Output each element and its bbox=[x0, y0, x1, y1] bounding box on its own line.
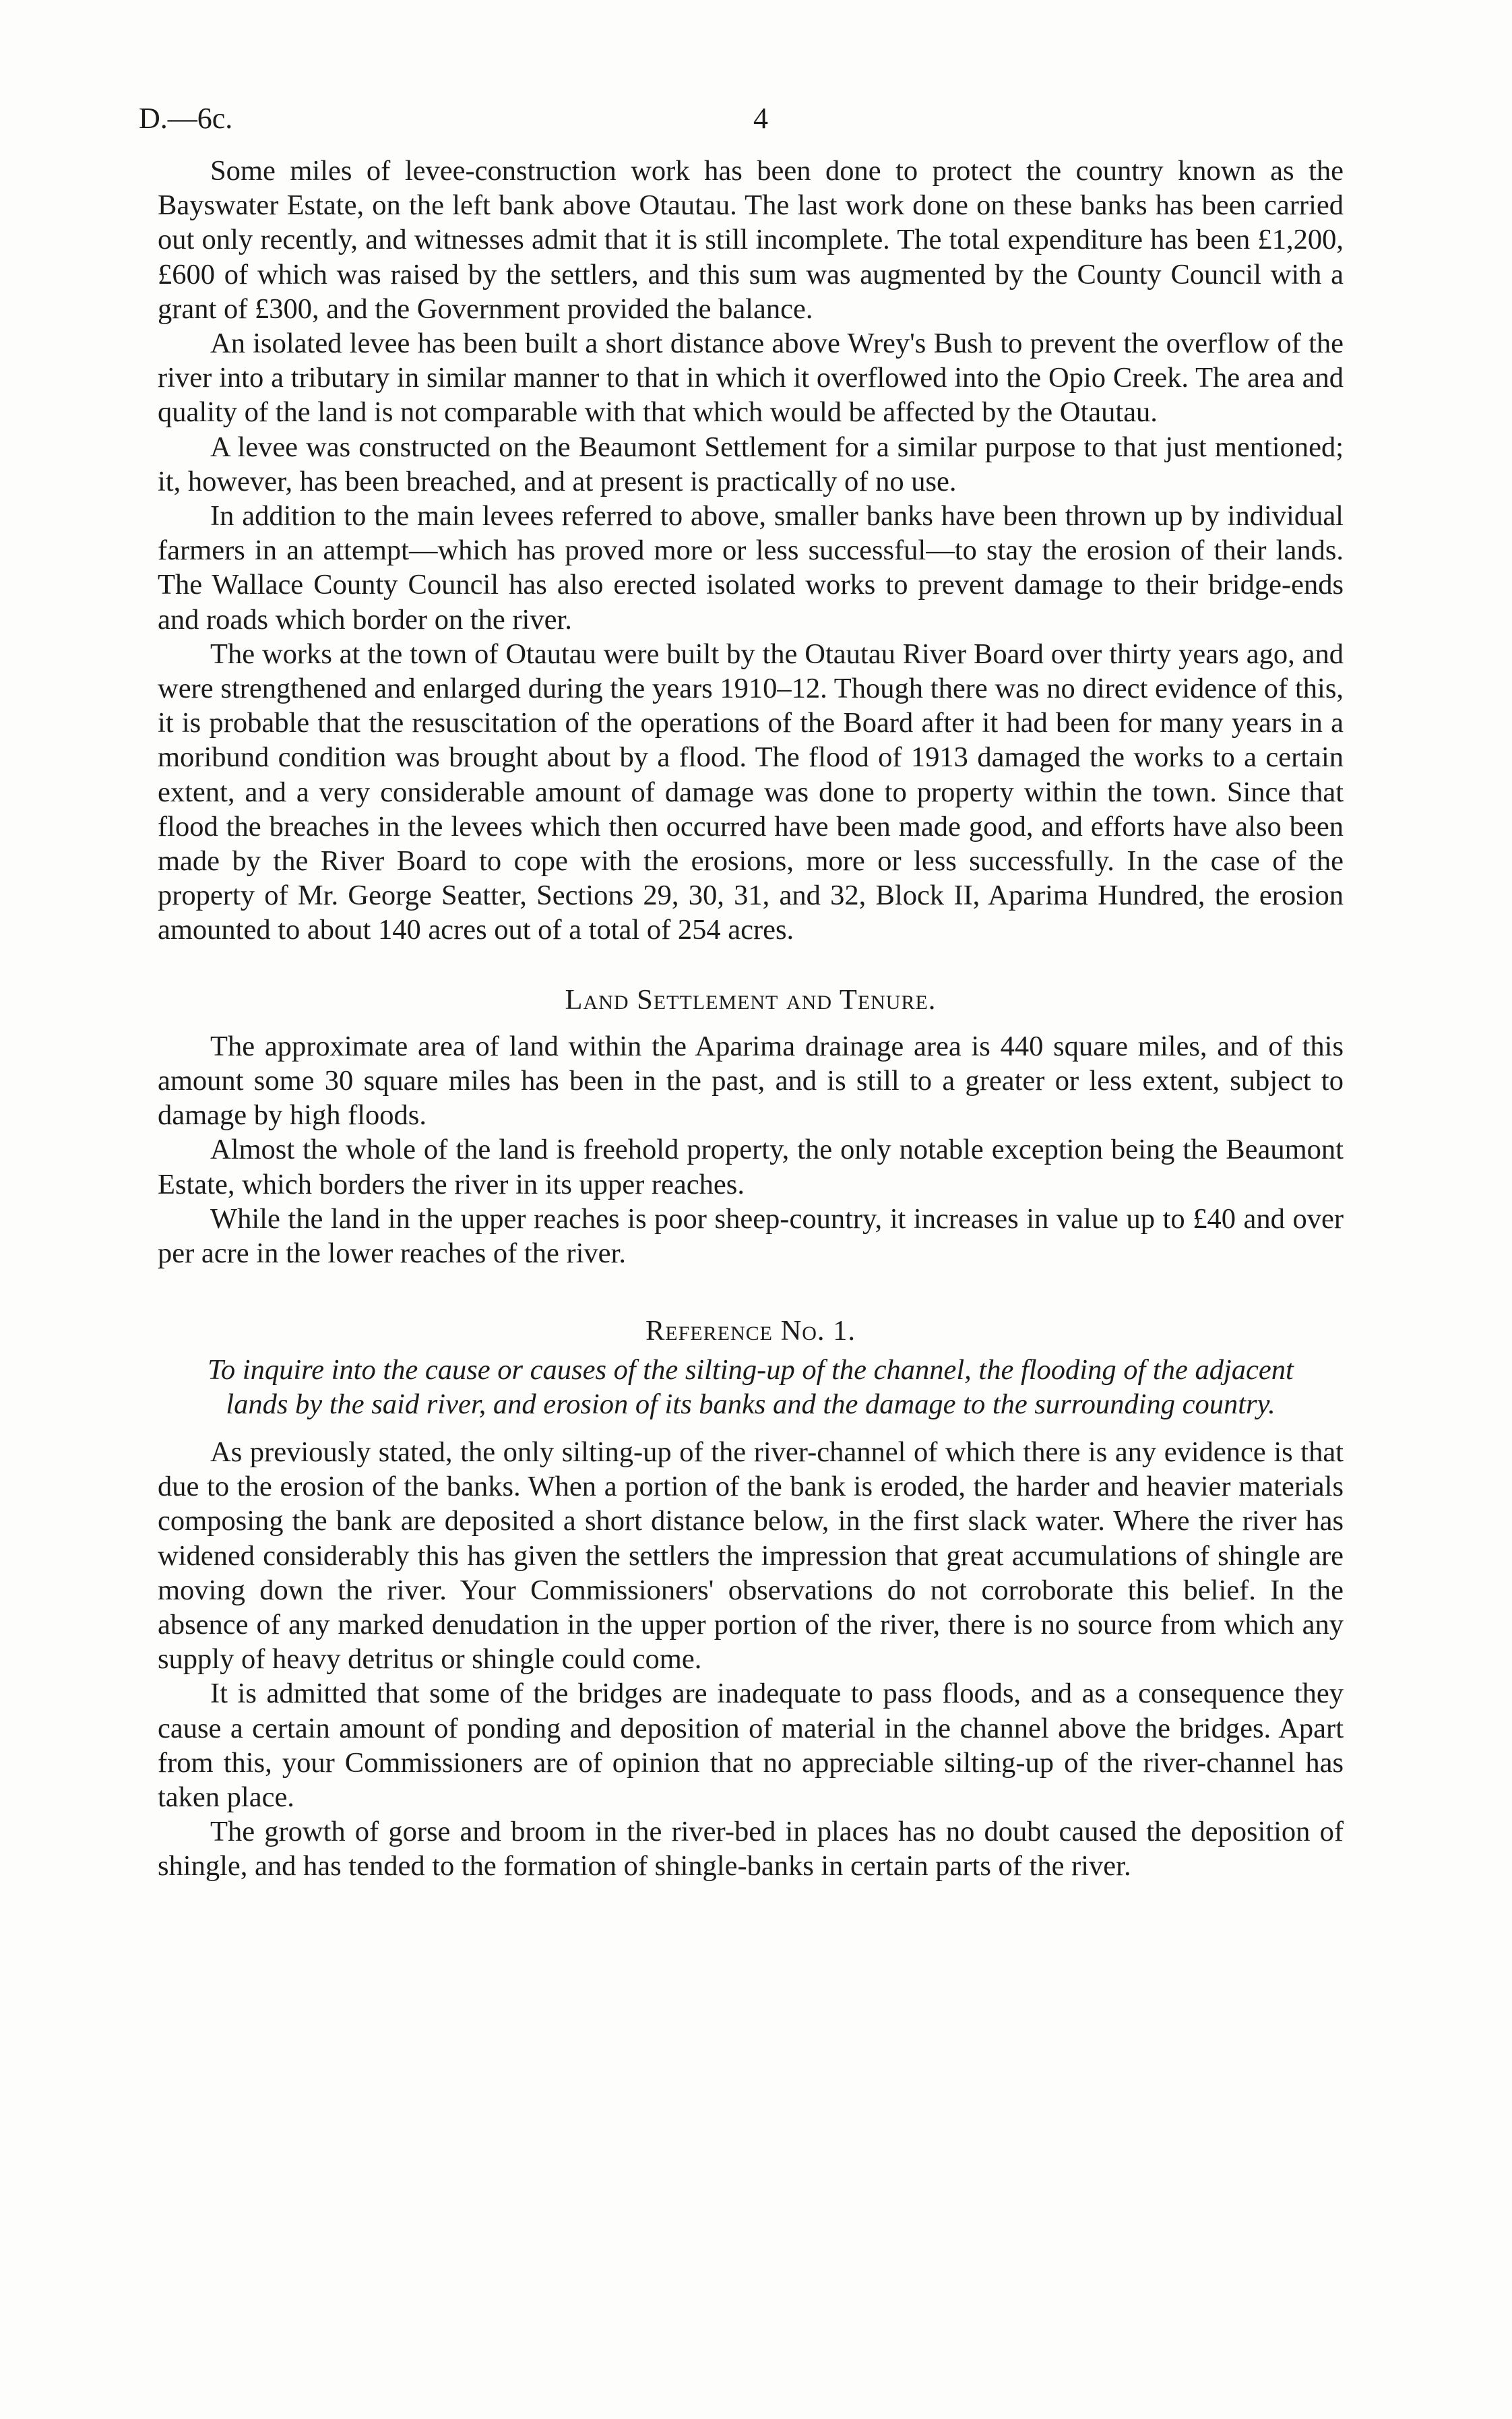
paragraph: An isolated levee has been built a short distance above Wrey's Bush to prevent the overflow of the river into a tributary in similar manner to that in which it overflowed into the Opio Creek. The area and quality of the land is not comparable with that which would be affected by the Otautau. bbox=[158, 328, 1344, 429]
paragraph: It is admitted that some of the bridges are inadequate to pass floods, and as a consequence they cause a certain amount of ponding and deposition of material in the channel above the bridges. Apart from this, your Commissioners are of opinion that no appreciable silting-up of the river-channel has taken place. bbox=[158, 1678, 1344, 1813]
reference-terms: To inquire into the cause or causes of the silting-up of the channel, the flooding of the adjacent lands by the said river, and erosion of its banks and the damage to the surrounding country. bbox=[208, 1353, 1294, 1420]
paragraph: As previously stated, the only silting-up of the river-channel of which there is any evidence is that due to the erosion of the banks. When a portion of the bank is eroded, the harder and heavier materials composing the bank are deposited a short distance below, in the first slack water. Where the river has widened considerably this has given the settlers the impression that great accumulations of shingle are moving down the river. Your Commissioners' observations do not corroborate this belief. In the absence of any marked denudation in the upper portion of the river, there is no source from which any supply of heavy detritus or shingle could come. bbox=[158, 1436, 1344, 1676]
paragraph: Some miles of levee-construction work has been done to protect the country known as the Bayswater Estate, on the left bank above Otautau. The last work done on these banks has been carried out only recently, and witnesses admit that it is still incomplete. The total expenditure has been £1,200, £600 of which was raised by the settlers, and this sum was augmented by the County Council with a grant of £300, and the Government provided the balance. bbox=[158, 155, 1344, 325]
document-reference: D.—6c. bbox=[139, 102, 233, 135]
page-number: 4 bbox=[753, 102, 768, 135]
section-heading-land-settlement: Land Settlement and Tenure. bbox=[565, 983, 937, 1016]
paragraph: While the land in the upper reaches is poor sheep-country, it increases in value up to £40 and over per acre in the lower reaches of the river. bbox=[158, 1202, 1344, 1270]
paragraph: A levee was constructed on the Beaumont Settlement for a similar purpose to that just mentioned; it, however, has been breached, and at present is practically of no use. bbox=[158, 431, 1344, 497]
paragraph: The approximate area of land within the Aparima drainage area is 440 square miles, and of this amount some 30 square miles has been in the past, and is still to a greater or less extent, subject to damage by high floods. bbox=[158, 1030, 1344, 1132]
paragraph: Almost the whole of the land is freehold property, the only notable exception being the Beaumont Estate, which borders the river in its upper reaches. bbox=[158, 1134, 1344, 1200]
paragraph: The works at the town of Otautau were built by the Otautau River Board over thirty years ago, and were strengthened and enlarged during the years 1910–12. Though there was no direct evidence of this, it is probable that the resuscitation of the operations of the Board after it had been for many years in a moribund condition was brought about by a flood. The flood of 1913 damaged the works to a certain extent, and a very considerable amount of damage was done to property within the town. Since that flood the breaches in the levees which then occurred have been made good, and efforts have also been made by the River Board to cope with the erosions, more or less successfully. In the case of the property of Mr. George Seatter, Sections 29, 30, 31, and 32, Block II, Aparima Hundred, the erosion amounted to about 140 acres out of a total of 254 acres. bbox=[158, 638, 1344, 946]
body-text bbox=[158, 154, 1344, 1884]
paragraph: The growth of gorse and broom in the river-bed in places has no doubt caused the deposition of shingle, and has tended to the formation of shingle-banks in certain parts of the river. bbox=[158, 1816, 1344, 1882]
paragraph: In addition to the main levees referred to above, smaller banks have been thrown up by individual farmers in an attempt—which has proved more or less successful—to stay the erosion of their lands. The Wallace County Council has also erected isolated works to prevent damage to their bridge-ends and roads which border on the river. bbox=[158, 500, 1344, 636]
section-heading-reference-1: Reference No. 1. bbox=[645, 1315, 856, 1347]
